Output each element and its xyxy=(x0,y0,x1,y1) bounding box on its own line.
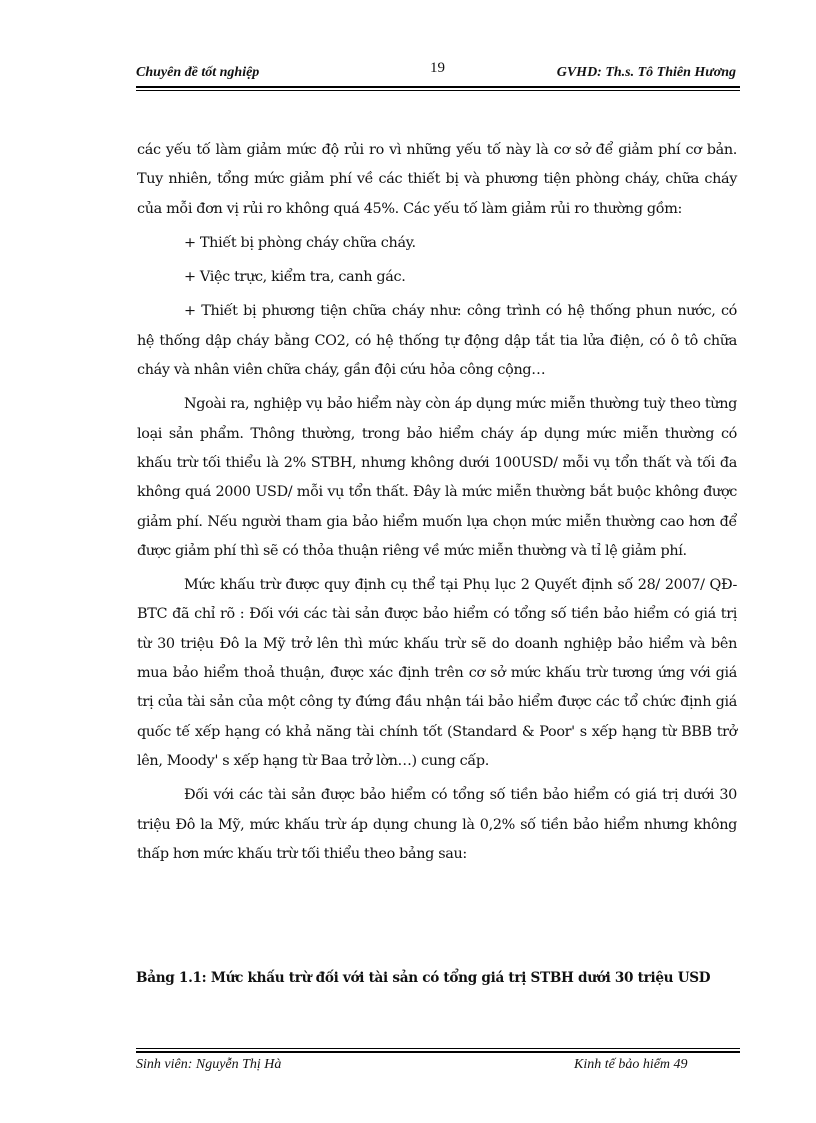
paragraph-4: + Thiết bị phương tiện chữa cháy như: công trình có hệ thống phun nước, có hệ thống dập cháy bằng CO2, có hệ thống tự động dập tắt tia lửa điện, có ô tô chữa cháy và nhân viên chữa cháy, gần đội cứu hỏa công cộng… xyxy=(137,303,737,379)
footer-right-class: Kinh tế bảo hiểm 49 xyxy=(574,1057,688,1072)
header-rule-thick xyxy=(136,86,740,88)
header-right-supervisor: GVHD: Th.s. Tô Thiên Hương xyxy=(556,65,736,80)
paragraph-5: Ngoài ra, nghiệp vụ bảo hiểm này còn áp dụng mức miễn thường tuỳ theo từng loại sản phẩm. Thông thường, trong bảo hiểm cháy áp dụng mức miễn thường có khấu trừ tối thiểu là 2% STBH, nhưng không dưới 100USD/ mỗi vụ tổn thất và tối đa không quá 2000 USD/ mỗi vụ tổn thất. Đây là mức miễn thường bắt buộc không được giảm phí. Nếu người tham gia bảo hiểm muốn lựa chọn mức miễn thường cao hơn để được giảm phí thì sẽ có thỏa thuận riêng về mức miễn thường và tỉ lệ giảm phí. xyxy=(137,396,737,559)
paragraph-7: Đối với các tài sản được bảo hiểm có tổng số tiền bảo hiểm có giá trị dưới 30 triệu Đô la Mỹ, mức khấu trừ áp dụng chung là 0,2% số tiền bảo hiểm nhưng không thấp hơn mức khấu trừ tối thiểu theo bảng sau: xyxy=(137,787,737,862)
table-caption: Bảng 1.1: Mức khấu trừ đối với tài sản có tổng giá trị STBH dưới 30 triệu USD xyxy=(136,970,711,986)
paragraph-3: + Việc trực, kiểm tra, canh gác. xyxy=(184,269,406,286)
footer-left-student: Sinh viên: Nguyễn Thị Hà xyxy=(136,1057,282,1072)
header-rule-thin xyxy=(136,90,740,91)
paragraph-1: các yếu tố làm giảm mức độ rủi ro vì những yếu tố này là cơ sở để giảm phí cơ bản. Tuy nhiên, tổng mức giảm phí về các thiết bị và phương tiện phòng cháy, chữa cháy của mỗi đơn vị rủi ro không quá 45%. Các yếu tố làm giảm rủi ro thường gồm: xyxy=(137,142,737,217)
paragraph-2: + Thiết bị phòng cháy chữa cháy. xyxy=(184,234,416,251)
footer-rule-thick xyxy=(136,1051,740,1053)
page-number: 19 xyxy=(430,60,445,76)
body-text xyxy=(137,136,737,874)
paragraph-6: Mức khấu trừ được quy định cụ thể tại Phụ lục 2 Quyết định số 28/ 2007/ QĐ-BTC đã chỉ rõ : Đối với các tài sản được bảo hiểm có tổng số tiền bảo hiểm có giá trị từ 30 triệu Đô la Mỹ trở lên thì mức khấu trừ sẽ do doanh nghiệp bảo hiểm và bên mua bảo hiểm thoả thuận, được xác định trên cơ sở mức khấu trừ tương ứng với giá trị của tài sản của một công ty đứng đầu nhận tái bảo hiểm được các tổ chức định giá quốc tế xếp hạng có khả năng tài chính tốt (Standard & Poor' s xếp hạng từ BBB trở lên, Moody' s xếp hạng từ Baa trở lờn…) cung cấp. xyxy=(137,577,737,769)
header-left-title: Chuyên đề tốt nghiệp xyxy=(136,65,260,80)
footer-rule-thin xyxy=(136,1048,740,1049)
